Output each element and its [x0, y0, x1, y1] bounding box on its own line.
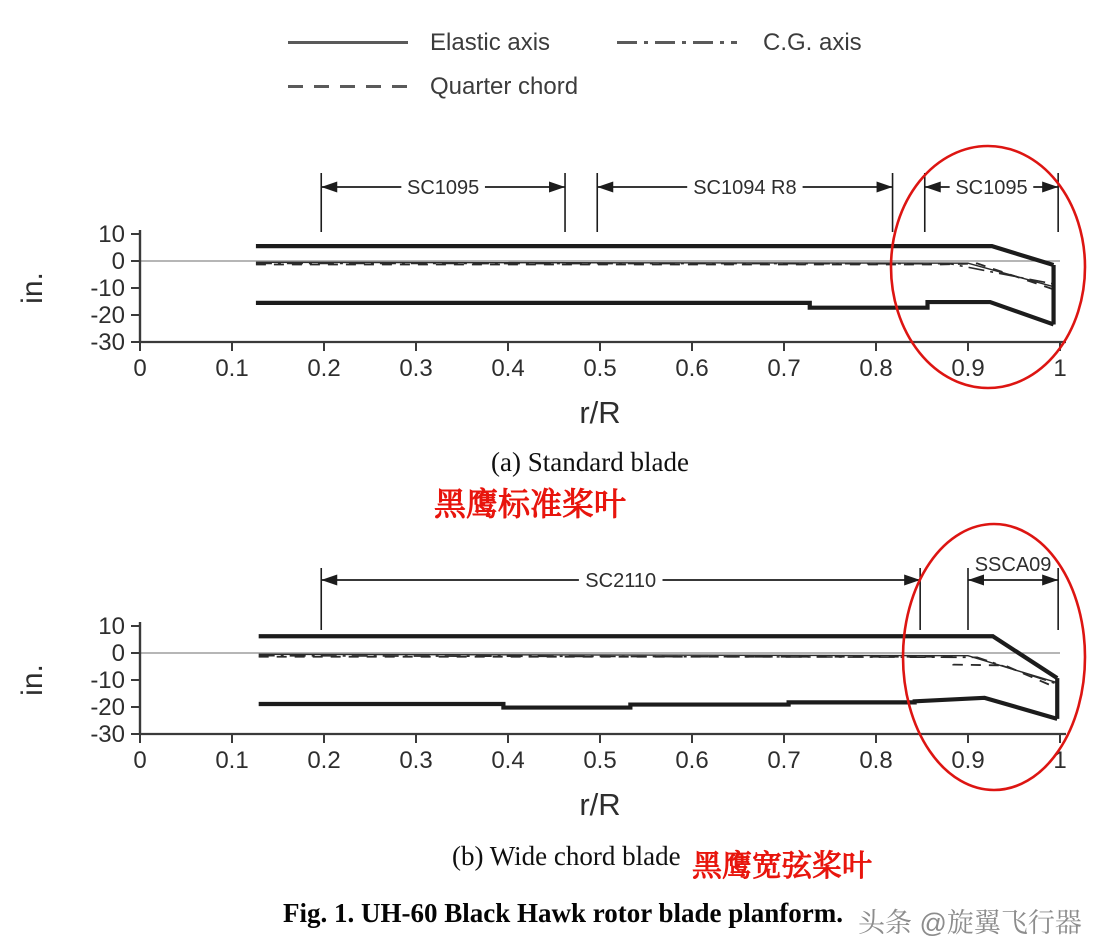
arrowhead-icon — [1042, 182, 1058, 193]
elastic-axis-line — [256, 262, 1054, 286]
legend-label-cg-axis: C.G. axis — [763, 29, 862, 56]
y-axis-label: in. — [16, 272, 49, 304]
cg-axis-line-sample — [617, 41, 737, 44]
y-tick-label: 0 — [111, 640, 125, 667]
airfoil-section-label: SSCA09 — [974, 554, 1052, 576]
airfoil-section-label: SC1094 R8 — [693, 177, 797, 199]
quarter-chord-line — [256, 263, 1054, 289]
blade-lower-edge — [259, 698, 1058, 719]
watermark: 头条 @旋翼飞行器 — [858, 908, 1082, 938]
x-tick-label: 0.7 — [767, 747, 801, 774]
x-tick-label: 0.3 — [399, 355, 433, 382]
y-tick-label: -20 — [90, 302, 125, 329]
y-tick-label: 10 — [98, 221, 125, 248]
x-tick-label: 1 — [1053, 747, 1067, 774]
y-tick-label: -30 — [90, 721, 125, 748]
y-tick-label: -30 — [90, 329, 125, 356]
x-tick-label: 0 — [133, 747, 147, 774]
x-tick-label: 0.8 — [859, 355, 893, 382]
cg-axis-line — [259, 656, 1058, 684]
elastic-axis-line-sample — [288, 41, 408, 44]
y-tick-label: -10 — [90, 275, 125, 302]
x-tick-label: 0.5 — [583, 747, 617, 774]
x-tick-label: 1 — [1053, 355, 1067, 382]
x-tick-label: 0.8 — [859, 747, 893, 774]
x-tick-label: 0.5 — [583, 355, 617, 382]
arrowhead-icon — [549, 182, 565, 193]
x-tick-label: 0.9 — [951, 355, 985, 382]
x-tick-label: 0 — [133, 355, 147, 382]
x-tick-label: 0.6 — [675, 747, 709, 774]
y-tick-label: 10 — [98, 613, 125, 640]
legend-label-elastic-axis: Elastic axis — [430, 29, 551, 56]
y-tick-label: -20 — [90, 694, 125, 721]
x-tick-label: 0.9 — [951, 747, 985, 774]
annotation-cn-wide-chord-blade: 黑鹰宽弦桨叶 — [692, 850, 872, 883]
airfoil-section-label: SC1095 — [955, 177, 1028, 199]
x-tick-label: 0.1 — [215, 355, 249, 382]
y-tick-label: -10 — [90, 667, 125, 694]
arrowhead-icon — [968, 575, 984, 586]
standard-blade-planform — [16, 146, 1085, 430]
arrowhead-icon — [877, 182, 893, 193]
annotation-cn-standard-blade: 黑鹰标准桨叶 — [434, 486, 627, 522]
x-axis-label: r/R — [579, 395, 621, 430]
x-tick-label: 0.7 — [767, 355, 801, 382]
x-tick-label: 0.3 — [399, 747, 433, 774]
x-tick-label: 0.2 — [307, 355, 341, 382]
arrowhead-icon — [925, 182, 941, 193]
elastic-axis-line — [259, 654, 1058, 682]
airfoil-section-label: SC1095 — [406, 177, 480, 199]
x-tick-label: 0.6 — [675, 355, 709, 382]
wide-chord-blade-planform — [16, 524, 1085, 822]
blade-lower-edge — [256, 302, 1054, 324]
x-tick-label: 0.4 — [491, 355, 525, 382]
airfoil-section-label: SC2110 — [585, 570, 657, 592]
caption-standard-blade: (a) Standard blade — [491, 447, 689, 477]
legend-label-quarter-chord: Quarter chord — [430, 73, 579, 100]
figure-caption: Fig. 1. UH-60 Black Hawk rotor blade planform. — [283, 898, 844, 928]
arrowhead-icon — [1042, 575, 1058, 586]
y-tick-label: 0 — [111, 248, 125, 275]
arrowhead-icon — [597, 182, 613, 193]
x-tick-label: 0.4 — [491, 747, 525, 774]
quarter-chord-line-sample — [288, 85, 408, 88]
y-axis-label: in. — [16, 664, 49, 696]
x-tick-label: 0.2 — [307, 747, 341, 774]
x-tick-label: 0.1 — [215, 747, 249, 774]
arrowhead-icon — [321, 575, 337, 586]
x-axis-label: r/R — [579, 787, 621, 822]
arrowhead-icon — [321, 182, 337, 193]
caption-wide-chord-blade: (b) Wide chord blade — [452, 841, 681, 871]
quarter-chord-line — [259, 657, 1058, 688]
cg-axis-line — [256, 263, 1054, 284]
